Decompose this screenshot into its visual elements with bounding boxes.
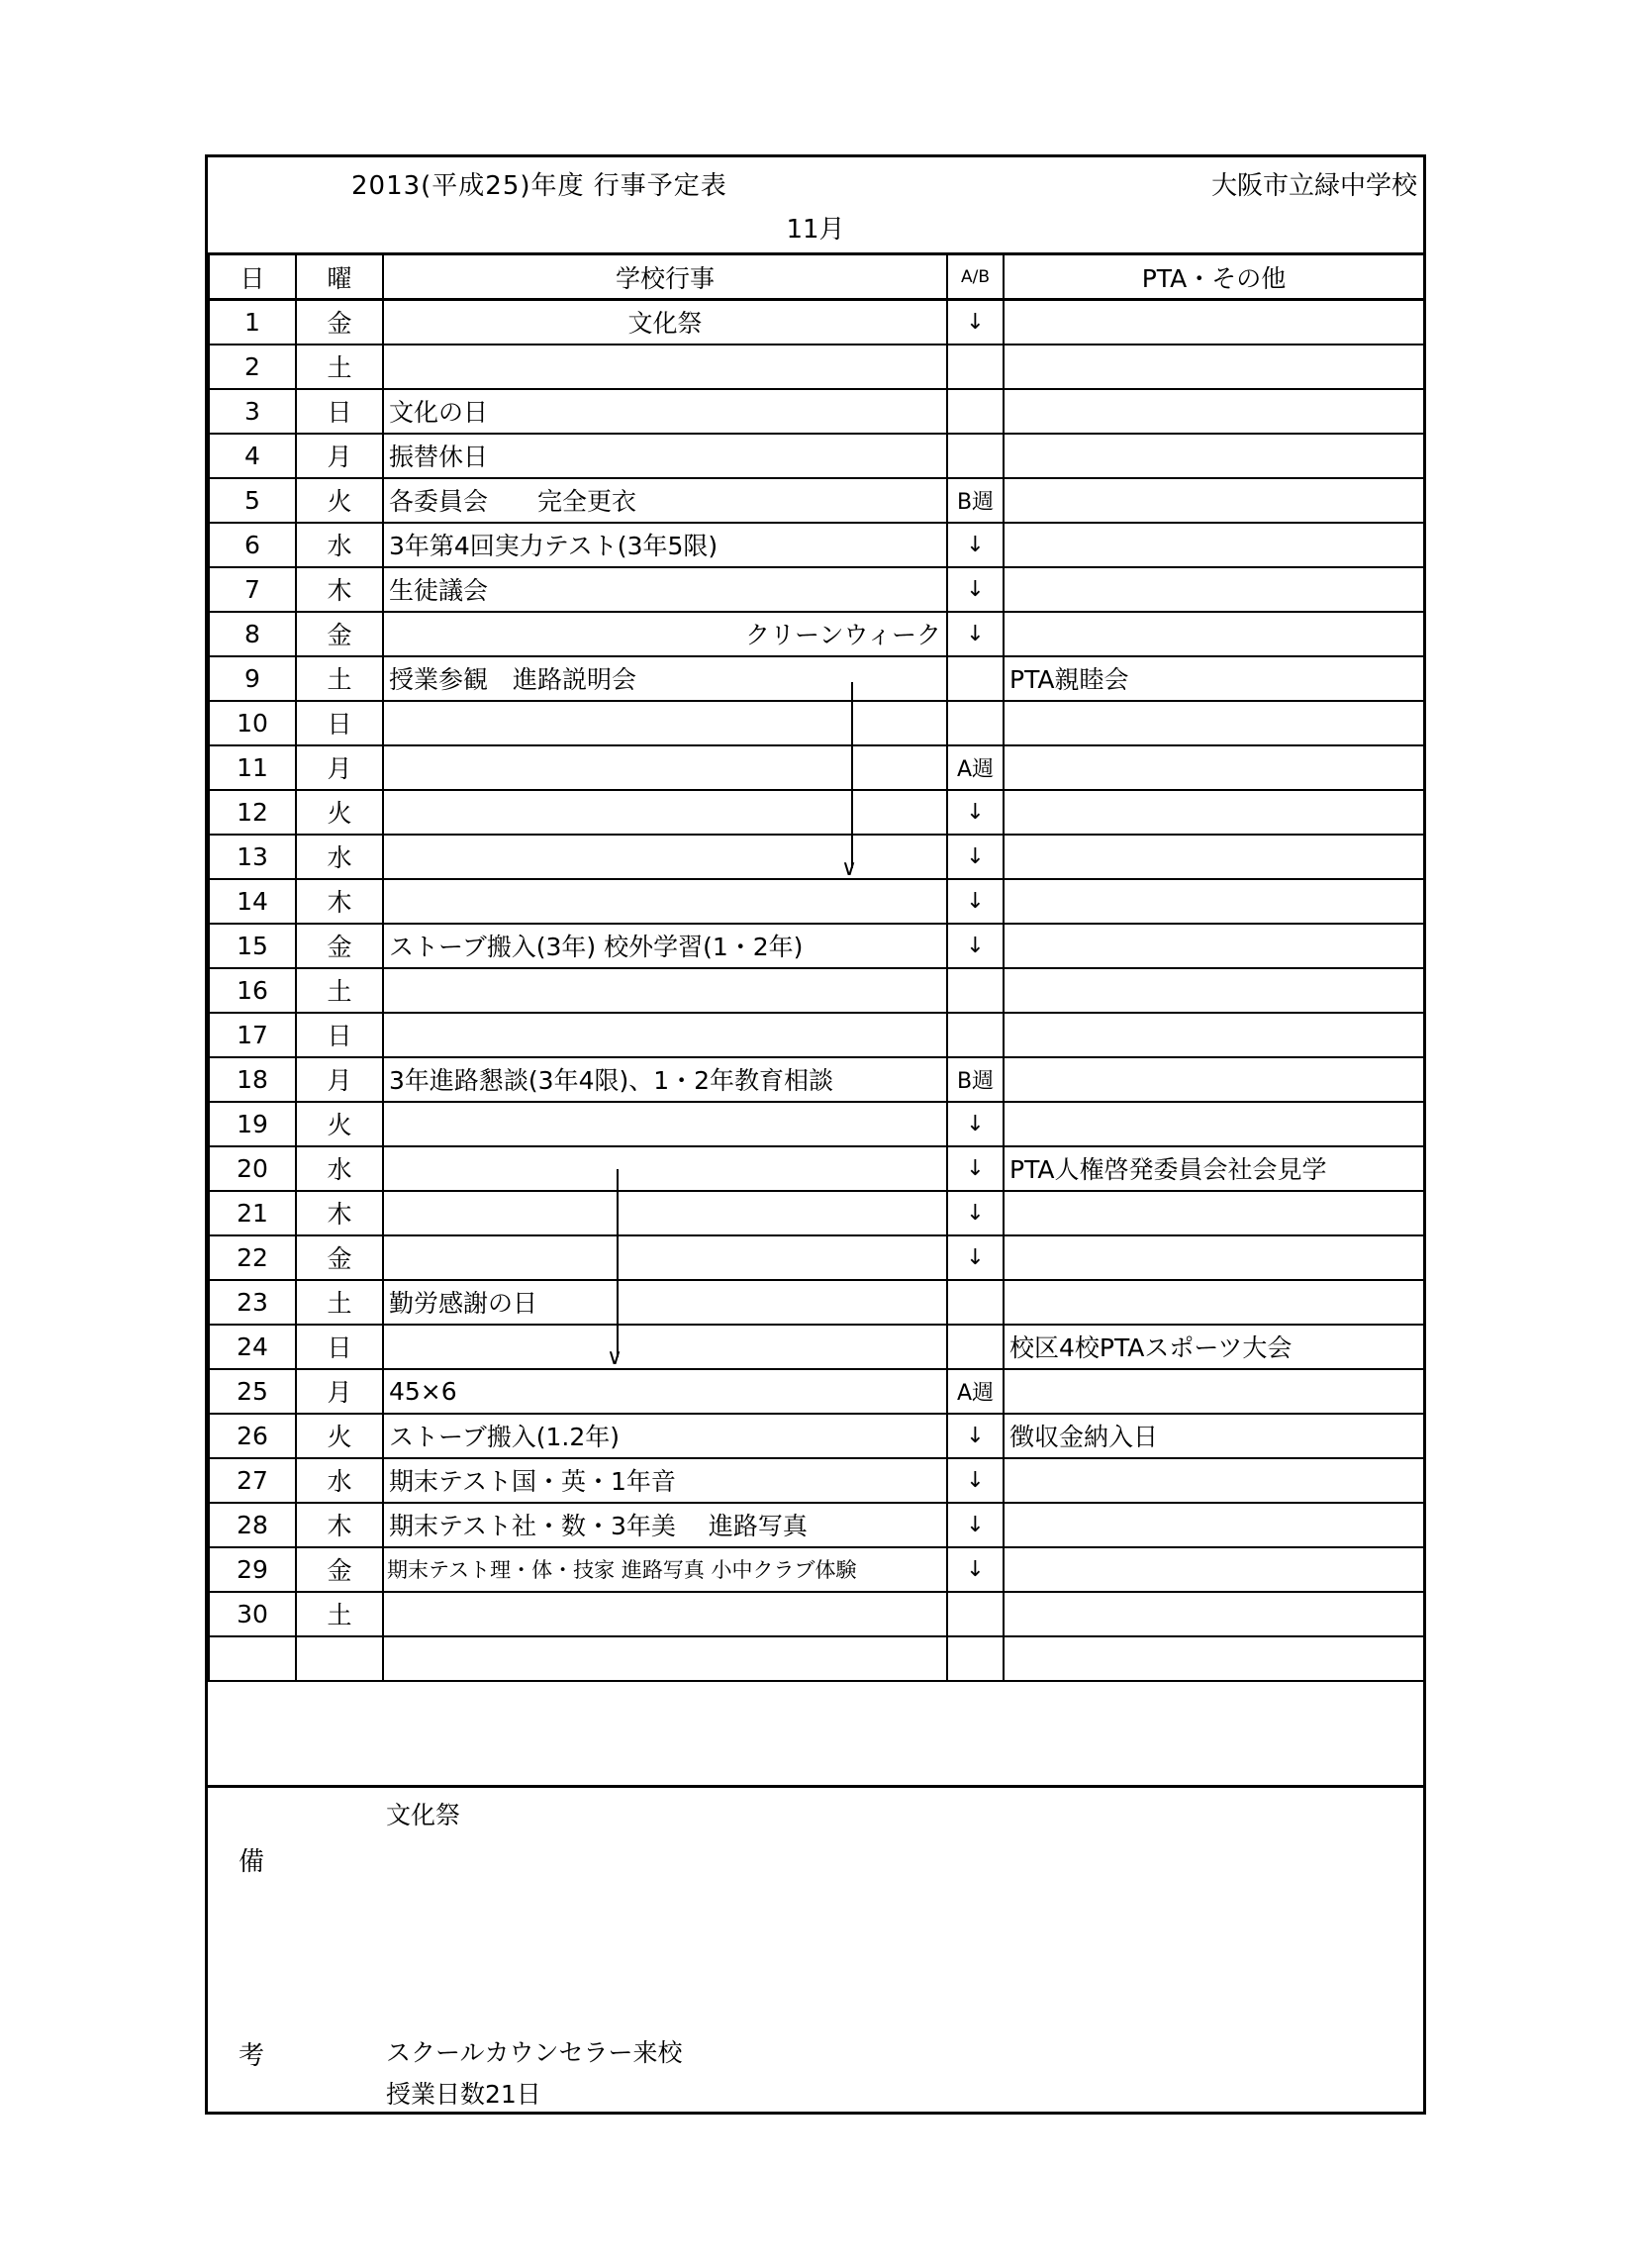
day-cell: 5 <box>209 478 296 523</box>
day-cell <box>209 1636 296 1681</box>
event-cell <box>383 1325 947 1369</box>
ab-week-cell: B週 <box>947 478 1004 523</box>
table-row <box>209 1280 1424 1325</box>
ab-week-cell: A週 <box>947 1369 1004 1414</box>
table-row <box>209 478 1424 523</box>
pta-cell <box>1004 835 1424 879</box>
month-label: 11月 <box>786 215 845 245</box>
weekday-cell: 月 <box>296 1369 383 1414</box>
day-cell: 14 <box>209 879 296 924</box>
ab-week-cell: ↓ <box>947 924 1004 968</box>
ab-week-cell <box>947 968 1004 1013</box>
ab-week-cell <box>947 701 1004 745</box>
weekday-cell: 木 <box>296 1503 383 1547</box>
weekday-cell: 水 <box>296 523 383 567</box>
table-row <box>209 835 1424 879</box>
pta-cell <box>1004 1013 1424 1057</box>
table-row <box>209 612 1424 656</box>
weekday-cell: 金 <box>296 612 383 656</box>
arrow-line-9-14 <box>851 682 853 868</box>
event-cell: 勤労感謝の日 <box>383 1280 947 1325</box>
pta-cell <box>1004 1547 1424 1592</box>
col-header-day: 日 <box>209 254 296 300</box>
day-cell: 6 <box>209 523 296 567</box>
table-row <box>209 1102 1424 1146</box>
schedule-table <box>208 252 1425 1682</box>
day-cell: 24 <box>209 1325 296 1369</box>
event-cell: 文化の日 <box>383 389 947 434</box>
ab-week-cell: ↓ <box>947 1458 1004 1503</box>
weekday-cell: 日 <box>296 1013 383 1057</box>
ab-week-cell: ↓ <box>947 1547 1004 1592</box>
event-cell: 振替休日 <box>383 434 947 478</box>
table-row <box>209 389 1424 434</box>
ab-week-cell: ↓ <box>947 879 1004 924</box>
weekday-cell: 土 <box>296 1280 383 1325</box>
remark-line: スクールカウンセラー来校 <box>386 2038 683 2067</box>
pta-cell <box>1004 389 1424 434</box>
ab-week-cell <box>947 1636 1004 1681</box>
ab-week-cell: ↓ <box>947 300 1004 345</box>
title-block <box>208 157 1423 252</box>
pta-cell <box>1004 567 1424 612</box>
table-row <box>209 1369 1424 1414</box>
table-row <box>209 879 1424 924</box>
day-cell: 16 <box>209 968 296 1013</box>
ab-week-cell <box>947 656 1004 701</box>
weekday-cell: 土 <box>296 1592 383 1636</box>
arrow-head-9-14: ∨ <box>841 856 858 881</box>
table-row <box>209 1191 1424 1235</box>
weekday-cell: 水 <box>296 1146 383 1191</box>
pta-cell <box>1004 1636 1424 1681</box>
pta-cell <box>1004 300 1424 345</box>
pta-cell <box>1004 968 1424 1013</box>
weekday-cell: 火 <box>296 1414 383 1458</box>
day-cell: 21 <box>209 1191 296 1235</box>
pta-cell <box>1004 434 1424 478</box>
pta-cell <box>1004 478 1424 523</box>
day-cell: 9 <box>209 656 296 701</box>
table-row <box>209 1592 1424 1636</box>
event-cell <box>383 968 947 1013</box>
event-cell <box>383 1592 947 1636</box>
pta-cell <box>1004 345 1424 389</box>
day-cell: 25 <box>209 1369 296 1414</box>
day-cell: 30 <box>209 1592 296 1636</box>
event-cell <box>383 790 947 835</box>
table-row <box>209 1057 1424 1102</box>
day-cell: 27 <box>209 1458 296 1503</box>
event-cell: 生徒議会 <box>383 567 947 612</box>
ab-week-cell: ↓ <box>947 612 1004 656</box>
ab-week-cell <box>947 389 1004 434</box>
event-cell <box>383 701 947 745</box>
table-row <box>209 1146 1424 1191</box>
day-cell: 4 <box>209 434 296 478</box>
ab-week-cell: ↓ <box>947 835 1004 879</box>
document-title: 2013(平成25)年度 行事予定表 <box>351 171 727 201</box>
weekday-cell: 月 <box>296 745 383 790</box>
event-cell: 3年進路懇談(3年4限)、1・2年教育相談 <box>383 1057 947 1102</box>
col-header-ab-week: A/B <box>947 254 1004 300</box>
table-row <box>209 434 1424 478</box>
event-cell: 3年第4回実力テスト(3年5限) <box>383 523 947 567</box>
weekday-cell: 木 <box>296 1191 383 1235</box>
weekday-cell: 水 <box>296 835 383 879</box>
table-row <box>209 1547 1424 1592</box>
pta-cell <box>1004 1057 1424 1102</box>
weekday-cell: 金 <box>296 1235 383 1280</box>
ab-week-cell: ↓ <box>947 523 1004 567</box>
event-cell <box>383 345 947 389</box>
schedule-rows <box>209 300 1424 1681</box>
table-row <box>209 745 1424 790</box>
arrow-head-19-22: ∨ <box>607 1345 623 1370</box>
ab-week-cell: ↓ <box>947 567 1004 612</box>
table-row <box>209 924 1424 968</box>
day-cell: 7 <box>209 567 296 612</box>
ab-week-cell: ↓ <box>947 1191 1004 1235</box>
pta-cell <box>1004 924 1424 968</box>
event-cell <box>383 1636 947 1681</box>
event-cell <box>383 879 947 924</box>
pta-cell: 徴収金納入日 <box>1004 1414 1424 1458</box>
pta-cell <box>1004 701 1424 745</box>
ab-week-cell: ↓ <box>947 1414 1004 1458</box>
event-cell <box>383 1013 947 1057</box>
pta-cell <box>1004 612 1424 656</box>
day-cell: 3 <box>209 389 296 434</box>
ab-week-cell <box>947 1325 1004 1369</box>
table-row <box>209 701 1424 745</box>
col-header-events: 学校行事 <box>383 254 947 300</box>
weekday-cell: 土 <box>296 656 383 701</box>
weekday-cell: 火 <box>296 478 383 523</box>
day-cell: 11 <box>209 745 296 790</box>
remarks-label-bottom: 考 <box>239 2041 265 2071</box>
pta-cell <box>1004 879 1424 924</box>
remarks-label-top: 備 <box>239 1847 265 1877</box>
day-cell: 12 <box>209 790 296 835</box>
pta-cell <box>1004 745 1424 790</box>
ab-week-cell: A週 <box>947 745 1004 790</box>
table-row <box>209 1636 1424 1681</box>
event-cell <box>383 1102 947 1146</box>
day-cell: 23 <box>209 1280 296 1325</box>
ab-week-cell <box>947 1280 1004 1325</box>
day-cell: 2 <box>209 345 296 389</box>
weekday-cell: 日 <box>296 1325 383 1369</box>
table-row <box>209 567 1424 612</box>
weekday-cell: 金 <box>296 300 383 345</box>
weekday-cell: 火 <box>296 1102 383 1146</box>
ab-week-cell: ↓ <box>947 1146 1004 1191</box>
table-row <box>209 1414 1424 1458</box>
remarks-section <box>208 1785 1423 2115</box>
weekday-cell: 水 <box>296 1458 383 1503</box>
event-cell: ストーブ搬入(3年) 校外学習(1・2年) <box>383 924 947 968</box>
event-cell <box>383 1235 947 1280</box>
table-header-row <box>209 254 1424 300</box>
ab-week-cell <box>947 1592 1004 1636</box>
remark-line: 文化祭 <box>386 1801 461 1829</box>
day-cell: 8 <box>209 612 296 656</box>
weekday-cell: 月 <box>296 1057 383 1102</box>
schedule-sheet <box>205 154 1426 2115</box>
table-row <box>209 1458 1424 1503</box>
day-cell: 20 <box>209 1146 296 1191</box>
weekday-cell: 金 <box>296 924 383 968</box>
school-name: 大阪市立緑中学校 <box>1210 171 1417 201</box>
arrow-line-19-22 <box>617 1169 619 1357</box>
table-row <box>209 1013 1424 1057</box>
event-cell: クリーンウィーク <box>383 612 947 656</box>
table-row <box>209 345 1424 389</box>
table-row <box>209 1235 1424 1280</box>
table-row <box>209 1325 1424 1369</box>
event-cell: 45×6 <box>383 1369 947 1414</box>
event-cell: 各委員会 完全更衣 <box>383 478 947 523</box>
ab-week-cell: B週 <box>947 1057 1004 1102</box>
event-cell: 授業参観 進路説明会 <box>383 656 947 701</box>
day-cell: 22 <box>209 1235 296 1280</box>
event-cell: 期末テスト国・英・1年音 <box>383 1458 947 1503</box>
ab-week-cell <box>947 1013 1004 1057</box>
pta-cell <box>1004 1235 1424 1280</box>
pta-cell: PTA人権啓発委員会社会見学 <box>1004 1146 1424 1191</box>
weekday-cell: 木 <box>296 567 383 612</box>
weekday-cell: 土 <box>296 968 383 1013</box>
pta-cell <box>1004 1458 1424 1503</box>
event-cell: 文化祭 <box>383 300 947 345</box>
weekday-cell: 木 <box>296 879 383 924</box>
pta-cell <box>1004 790 1424 835</box>
event-cell <box>383 745 947 790</box>
event-cell: ストーブ搬入(1.2年) <box>383 1414 947 1458</box>
pta-cell <box>1004 1503 1424 1547</box>
weekday-cell: 火 <box>296 790 383 835</box>
day-cell: 26 <box>209 1414 296 1458</box>
pta-cell <box>1004 1280 1424 1325</box>
day-cell: 29 <box>209 1547 296 1592</box>
pta-cell <box>1004 1102 1424 1146</box>
pta-cell: PTA親睦会 <box>1004 656 1424 701</box>
day-cell: 18 <box>209 1057 296 1102</box>
ab-week-cell: ↓ <box>947 1235 1004 1280</box>
col-header-pta: PTA・その他 <box>1004 254 1424 300</box>
weekday-cell: 日 <box>296 701 383 745</box>
day-cell: 13 <box>209 835 296 879</box>
day-cell: 17 <box>209 1013 296 1057</box>
table-row <box>209 790 1424 835</box>
ab-week-cell: ↓ <box>947 790 1004 835</box>
event-cell <box>383 1146 947 1191</box>
weekday-cell: 金 <box>296 1547 383 1592</box>
pta-cell <box>1004 523 1424 567</box>
remark-line: 授業日数21日 <box>386 2080 541 2109</box>
ab-week-cell <box>947 345 1004 389</box>
ab-week-cell: ↓ <box>947 1102 1004 1146</box>
day-cell: 10 <box>209 701 296 745</box>
weekday-cell: 日 <box>296 389 383 434</box>
ab-week-cell: ↓ <box>947 1503 1004 1547</box>
pta-cell <box>1004 1369 1424 1414</box>
weekday-cell: 土 <box>296 345 383 389</box>
ab-week-cell <box>947 434 1004 478</box>
table-row <box>209 968 1424 1013</box>
table-row <box>209 300 1424 345</box>
table-row <box>209 523 1424 567</box>
day-cell: 19 <box>209 1102 296 1146</box>
event-cell: 期末テスト理・体・技家 進路写真 小中クラブ体験 <box>383 1547 947 1592</box>
col-header-dow: 曜 <box>296 254 383 300</box>
weekday-cell <box>296 1636 383 1681</box>
event-cell: 期末テスト社・数・3年美 進路写真 <box>383 1503 947 1547</box>
event-cell <box>383 835 947 879</box>
pta-cell: 校区4校PTAスポーツ大会 <box>1004 1325 1424 1369</box>
pta-cell <box>1004 1592 1424 1636</box>
weekday-cell: 月 <box>296 434 383 478</box>
day-cell: 15 <box>209 924 296 968</box>
table-row <box>209 1503 1424 1547</box>
pta-cell <box>1004 1191 1424 1235</box>
table-row <box>209 656 1424 701</box>
day-cell: 28 <box>209 1503 296 1547</box>
event-cell <box>383 1191 947 1235</box>
day-cell: 1 <box>209 300 296 345</box>
